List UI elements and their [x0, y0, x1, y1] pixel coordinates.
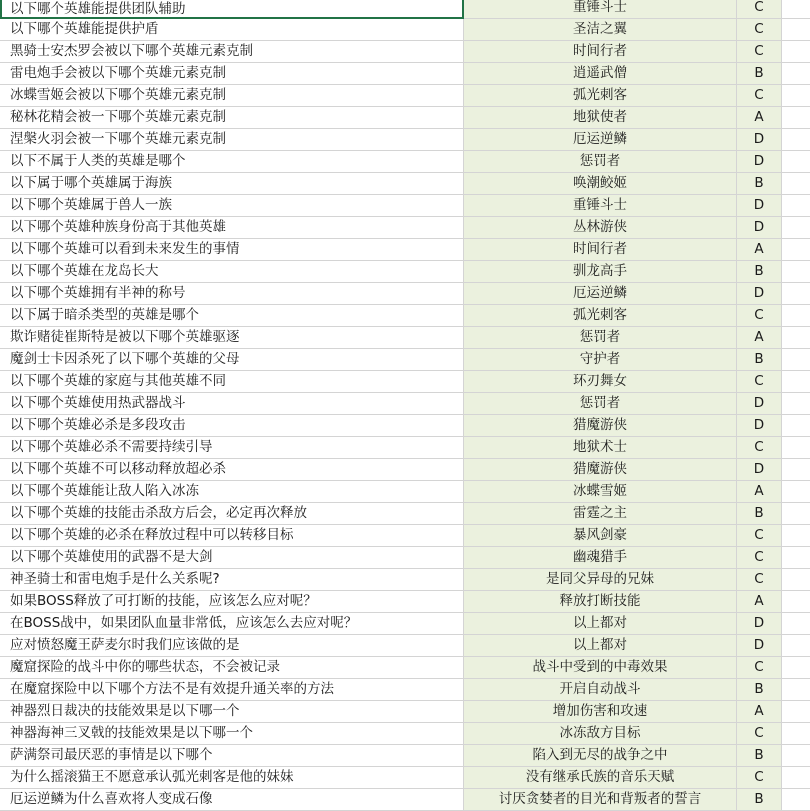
- table-row: [0, 547, 810, 569]
- answer-key-cell[interactable]: D: [737, 415, 782, 437]
- answer-key-cell[interactable]: C: [737, 657, 782, 679]
- table-row: [0, 591, 810, 613]
- answer-cell[interactable]: 丛林游侠: [464, 217, 737, 239]
- answer-key-cell[interactable]: A: [737, 239, 782, 261]
- answer-cell[interactable]: 逍遥武僧: [464, 63, 737, 85]
- answer-key-cell[interactable]: D: [737, 195, 782, 217]
- empty-cell[interactable]: [782, 635, 810, 657]
- answer-cell[interactable]: 冰蝶雪姬: [464, 481, 737, 503]
- table-row: [0, 525, 810, 547]
- answer-key-cell[interactable]: D: [737, 393, 782, 415]
- answer-cell[interactable]: 重锤斗士: [464, 0, 737, 19]
- answer-key-cell[interactable]: C: [737, 19, 782, 41]
- table-row: [0, 701, 810, 723]
- empty-cell[interactable]: [782, 63, 810, 85]
- table-row: [0, 129, 810, 151]
- question-cell[interactable]: 如果BOSS释放了可打断的技能，应该怎么应对呢？: [0, 591, 464, 613]
- table-row: [0, 415, 810, 437]
- answer-cell[interactable]: 猎魔游侠: [464, 459, 737, 481]
- question-cell[interactable]: 以下哪个英雄的家庭与其他英雄不同: [0, 371, 464, 393]
- table-row: [0, 349, 810, 371]
- empty-cell[interactable]: [782, 767, 810, 789]
- empty-cell[interactable]: [782, 19, 810, 41]
- empty-cell[interactable]: [782, 591, 810, 613]
- answer-cell[interactable]: 增加伤害和攻速: [464, 701, 737, 723]
- answer-key-cell[interactable]: C: [737, 0, 782, 19]
- table-row: [0, 173, 810, 195]
- answer-key-cell[interactable]: D: [737, 151, 782, 173]
- empty-cell[interactable]: [782, 107, 810, 129]
- answer-cell[interactable]: 讨厌贪婪者的目光和背叛者的誓言: [464, 789, 737, 811]
- answer-key-cell[interactable]: D: [737, 283, 782, 305]
- answer-key-cell[interactable]: C: [737, 371, 782, 393]
- empty-cell[interactable]: [782, 327, 810, 349]
- empty-cell[interactable]: [782, 217, 810, 239]
- answer-cell[interactable]: 弧光刺客: [464, 305, 737, 327]
- answer-key-cell[interactable]: D: [737, 217, 782, 239]
- answer-cell[interactable]: 暴风剑豪: [464, 525, 737, 547]
- question-cell[interactable]: 神器海神三叉戟的技能效果是以下哪一个: [0, 723, 464, 745]
- table-row: [0, 679, 810, 701]
- table-row: [0, 107, 810, 129]
- answer-key-cell[interactable]: C: [737, 41, 782, 63]
- table-row: [0, 41, 810, 63]
- answer-cell[interactable]: 惩罚者: [464, 151, 737, 173]
- table-row: [0, 745, 810, 767]
- question-cell[interactable]: 以下哪个英雄必杀是多段攻击: [0, 415, 464, 437]
- table-row: [0, 371, 810, 393]
- table-row: [0, 217, 810, 239]
- answer-key-cell[interactable]: D: [737, 459, 782, 481]
- answer-cell[interactable]: 以上都对: [464, 635, 737, 657]
- table-row: [0, 613, 810, 635]
- table-row: [0, 789, 810, 811]
- answer-key-cell[interactable]: C: [737, 525, 782, 547]
- answer-cell[interactable]: 惩罚者: [464, 327, 737, 349]
- answer-cell[interactable]: 厄运逆鳞: [464, 283, 737, 305]
- table-row: [0, 767, 810, 789]
- table-row: [0, 459, 810, 481]
- empty-cell[interactable]: [782, 723, 810, 745]
- answer-cell[interactable]: 唤潮鲛姬: [464, 173, 737, 195]
- answer-key-cell[interactable]: A: [737, 481, 782, 503]
- answer-cell[interactable]: 没有继承氏族的音乐天赋: [464, 767, 737, 789]
- answer-cell[interactable]: 是同父异母的兄妹: [464, 569, 737, 591]
- empty-cell[interactable]: [782, 41, 810, 63]
- answer-key-cell[interactable]: C: [737, 723, 782, 745]
- answer-key-cell[interactable]: D: [737, 613, 782, 635]
- question-cell[interactable]: 以下属于哪个英雄属于海族: [0, 173, 464, 195]
- table-row: [0, 0, 810, 19]
- table-row: [0, 63, 810, 85]
- question-cell[interactable]: 雷电炮手会被以下哪个英雄元素克制: [0, 63, 464, 85]
- answer-cell[interactable]: 陷入到无尽的战争之中: [464, 745, 737, 767]
- question-cell[interactable]: 魔剑士卡因杀死了以下哪个英雄的父母: [0, 349, 464, 371]
- empty-cell[interactable]: [782, 657, 810, 679]
- question-cell[interactable]: 秘林花精会被一下哪个英雄元素克制: [0, 107, 464, 129]
- answer-key-cell[interactable]: A: [737, 591, 782, 613]
- answer-cell[interactable]: 驯龙高手: [464, 261, 737, 283]
- question-cell[interactable]: 以下哪个英雄的必杀在释放过程中可以转移目标: [0, 525, 464, 547]
- question-cell[interactable]: 魔窟探险的战斗中你的哪些状态，不会被记录: [0, 657, 464, 679]
- answer-key-cell[interactable]: B: [737, 63, 782, 85]
- question-cell[interactable]: 以下哪个英雄必杀不需要持续引导: [0, 437, 464, 459]
- empty-cell[interactable]: [782, 305, 810, 327]
- answer-cell[interactable]: 猎魔游侠: [464, 415, 737, 437]
- empty-cell[interactable]: [782, 459, 810, 481]
- empty-cell[interactable]: [782, 173, 810, 195]
- answer-cell[interactable]: 时间行者: [464, 41, 737, 63]
- answer-cell[interactable]: 地狱术士: [464, 437, 737, 459]
- question-cell[interactable]: 欺诈赌徒崔斯特是被以下哪个英雄驱逐: [0, 327, 464, 349]
- empty-cell[interactable]: [782, 371, 810, 393]
- table-row: [0, 261, 810, 283]
- question-cell[interactable]: 在BOSS战中，如果团队血量非常低，应该怎么去应对呢？: [0, 613, 464, 635]
- answer-key-cell[interactable]: C: [737, 305, 782, 327]
- empty-cell[interactable]: [782, 415, 810, 437]
- answer-cell[interactable]: 弧光刺客: [464, 85, 737, 107]
- empty-cell[interactable]: [782, 239, 810, 261]
- empty-cell[interactable]: [782, 701, 810, 723]
- answer-key-cell[interactable]: A: [737, 701, 782, 723]
- answer-key-cell[interactable]: B: [737, 679, 782, 701]
- question-cell[interactable]: 以下哪个英雄属于兽人一族: [0, 195, 464, 217]
- answer-cell[interactable]: 冰冻敌方目标: [464, 723, 737, 745]
- table-row: [0, 239, 810, 261]
- table-row: [0, 195, 810, 217]
- answer-cell[interactable]: 守护者: [464, 349, 737, 371]
- empty-cell[interactable]: [782, 129, 810, 151]
- table-row: [0, 85, 810, 107]
- empty-cell[interactable]: [782, 525, 810, 547]
- empty-cell[interactable]: [782, 0, 810, 19]
- answer-cell[interactable]: 开启自动战斗: [464, 679, 737, 701]
- answer-cell[interactable]: 惩罚者: [464, 393, 737, 415]
- question-cell[interactable]: 以下哪个英雄使用热武器战斗: [0, 393, 464, 415]
- empty-cell[interactable]: [782, 393, 810, 415]
- table-row: [0, 19, 810, 41]
- answer-cell[interactable]: 环刃舞女: [464, 371, 737, 393]
- empty-cell[interactable]: [782, 613, 810, 635]
- answer-cell[interactable]: 雷霆之主: [464, 503, 737, 525]
- empty-cell[interactable]: [782, 437, 810, 459]
- table-row: [0, 481, 810, 503]
- question-cell[interactable]: 以下哪个英雄使用的武器不是大剑: [0, 547, 464, 569]
- answer-key-cell[interactable]: B: [737, 745, 782, 767]
- table-row: [0, 503, 810, 525]
- answer-cell[interactable]: 地狱使者: [464, 107, 737, 129]
- answer-cell[interactable]: 圣洁之翼: [464, 19, 737, 41]
- answer-key-cell[interactable]: C: [737, 569, 782, 591]
- table-row: [0, 569, 810, 591]
- answer-key-cell[interactable]: B: [737, 261, 782, 283]
- question-cell[interactable]: 为什么摇滚猫王不愿意承认弧光刺客是他的妹妹: [0, 767, 464, 789]
- table-row: [0, 393, 810, 415]
- question-cell[interactable]: 神器烈日裁决的技能效果是以下哪一个: [0, 701, 464, 723]
- question-cell[interactable]: 黑骑士安杰罗会被以下哪个英雄元素克制: [0, 41, 464, 63]
- table-row: [0, 327, 810, 349]
- table-row: [0, 151, 810, 173]
- question-cell[interactable]: 萨满祭司最厌恶的事情是以下哪个: [0, 745, 464, 767]
- answer-cell[interactable]: 以上都对: [464, 613, 737, 635]
- question-cell[interactable]: 应对愤怒魔王萨麦尔时我们应该做的是: [0, 635, 464, 657]
- answer-key-cell[interactable]: D: [737, 129, 782, 151]
- question-cell[interactable]: 以下哪个英雄能提供团队辅助: [0, 0, 464, 19]
- answer-cell[interactable]: 厄运逆鳞: [464, 129, 737, 151]
- question-cell[interactable]: 以下哪个英雄能让敌人陷入冰冻: [0, 481, 464, 503]
- question-cell[interactable]: 在魔窟探险中以下哪个方法不是有效提升通关率的方法: [0, 679, 464, 701]
- empty-cell[interactable]: [782, 745, 810, 767]
- table-row: [0, 635, 810, 657]
- empty-cell[interactable]: [782, 481, 810, 503]
- answer-key-cell[interactable]: B: [737, 173, 782, 195]
- table-row: [0, 305, 810, 327]
- question-cell[interactable]: 以下哪个英雄能提供护盾: [0, 19, 464, 41]
- answer-key-cell[interactable]: A: [737, 327, 782, 349]
- question-cell[interactable]: 涅槃火羽会被一下哪个英雄元素克制: [0, 129, 464, 151]
- table-row: [0, 723, 810, 745]
- answer-key-cell[interactable]: C: [737, 767, 782, 789]
- answer-key-cell[interactable]: C: [737, 437, 782, 459]
- table-row: [0, 437, 810, 459]
- question-cell[interactable]: 冰蝶雪姬会被以下哪个英雄元素克制: [0, 85, 464, 107]
- empty-cell[interactable]: [782, 195, 810, 217]
- table-row: [0, 283, 810, 305]
- answer-key-cell[interactable]: A: [737, 107, 782, 129]
- answer-key-cell[interactable]: C: [737, 85, 782, 107]
- question-cell[interactable]: 以下哪个英雄种族身份高于其他英雄: [0, 217, 464, 239]
- answer-key-cell[interactable]: D: [737, 635, 782, 657]
- answer-cell[interactable]: 幽魂猎手: [464, 547, 737, 569]
- empty-cell[interactable]: [782, 503, 810, 525]
- question-cell[interactable]: 厄运逆鳞为什么喜欢将人变成石像: [0, 789, 464, 811]
- question-cell[interactable]: 以下哪个英雄可以看到未来发生的事情: [0, 239, 464, 261]
- question-cell[interactable]: 以下哪个英雄在龙岛长大: [0, 261, 464, 283]
- answer-cell[interactable]: 释放打断技能: [464, 591, 737, 613]
- question-cell[interactable]: 神圣骑士和雷电炮手是什么关系呢?: [0, 569, 464, 591]
- empty-cell[interactable]: [782, 85, 810, 107]
- empty-cell[interactable]: [782, 349, 810, 371]
- table-row: [0, 657, 810, 679]
- empty-cell[interactable]: [782, 569, 810, 591]
- question-cell[interactable]: 以下哪个英雄的技能击杀敌方后会，必定再次释放: [0, 503, 464, 525]
- empty-cell[interactable]: [782, 283, 810, 305]
- empty-cell[interactable]: [782, 679, 810, 701]
- question-cell[interactable]: 以下哪个英雄拥有半神的称号: [0, 283, 464, 305]
- answer-cell[interactable]: 战斗中受到的中毒效果: [464, 657, 737, 679]
- answer-cell[interactable]: 时间行者: [464, 239, 737, 261]
- empty-cell[interactable]: [782, 261, 810, 283]
- empty-cell[interactable]: [782, 547, 810, 569]
- question-cell[interactable]: 以下哪个英雄不可以移动释放超必杀: [0, 459, 464, 481]
- answer-key-cell[interactable]: B: [737, 789, 782, 811]
- empty-cell[interactable]: [782, 789, 810, 811]
- question-cell[interactable]: 以下不属于人类的英雄是哪个: [0, 151, 464, 173]
- answer-key-cell[interactable]: B: [737, 503, 782, 525]
- empty-cell[interactable]: [782, 151, 810, 173]
- answer-key-cell[interactable]: C: [737, 547, 782, 569]
- answer-cell[interactable]: 重锤斗士: [464, 195, 737, 217]
- question-cell[interactable]: 以下属于暗杀类型的英雄是哪个: [0, 305, 464, 327]
- answer-key-cell[interactable]: B: [737, 349, 782, 371]
